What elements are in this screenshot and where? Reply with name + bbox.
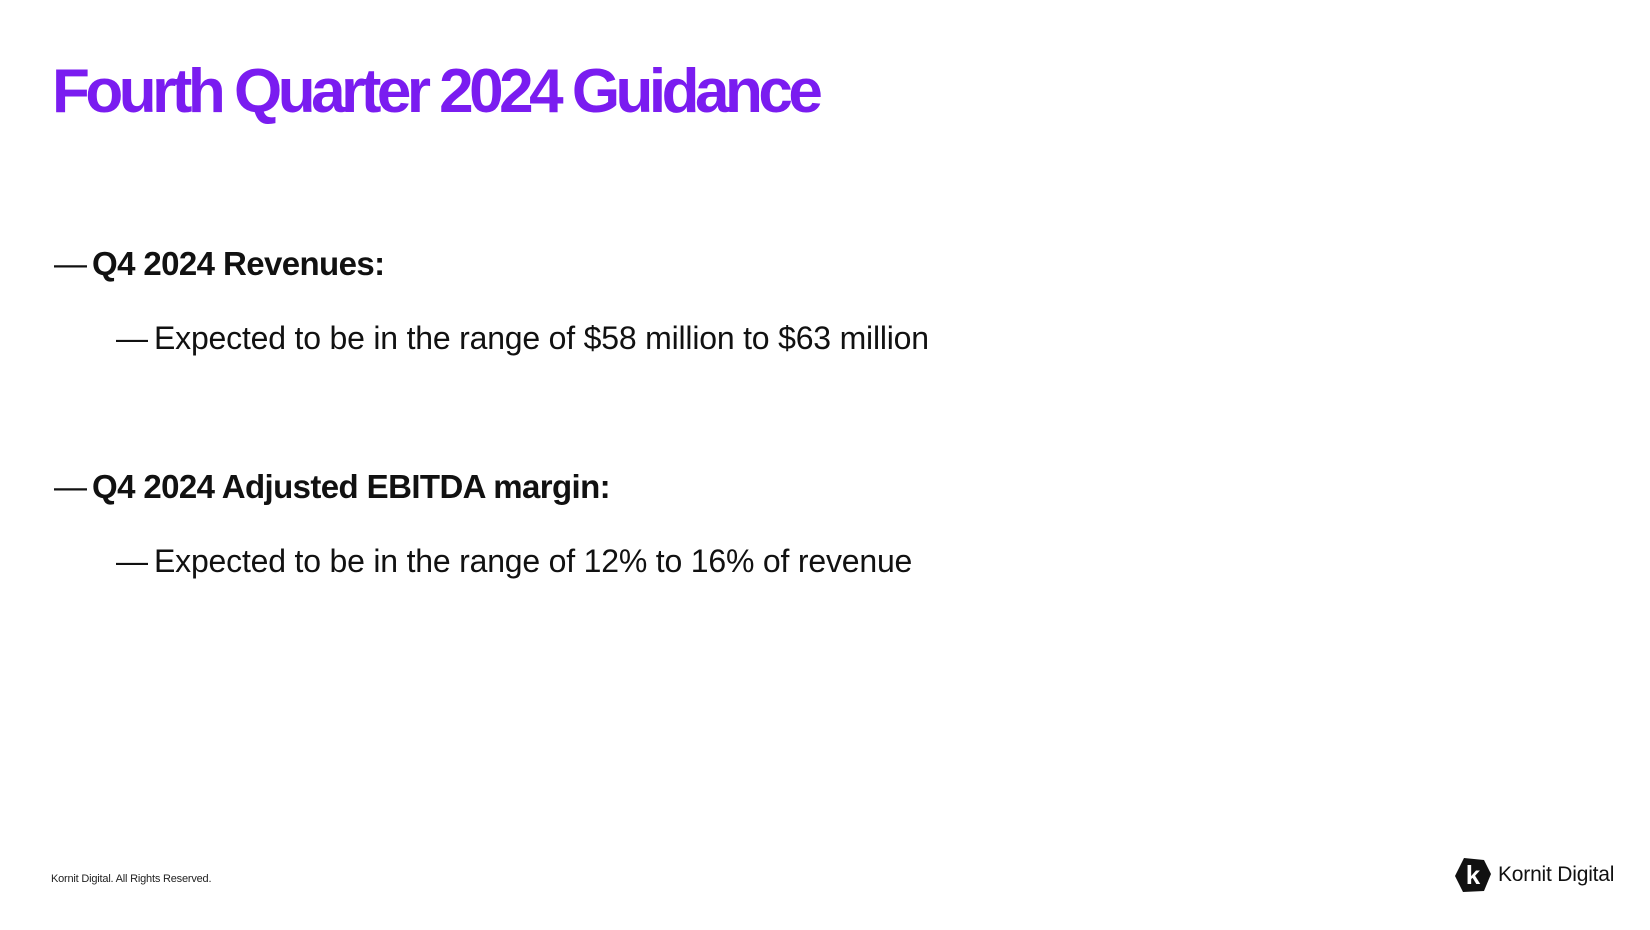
logo-mark: k <box>1465 860 1481 890</box>
logo-wordmark: Kornit Digital <box>1498 863 1615 886</box>
slide-title: Fourth Quarter 2024 Guidance <box>52 57 819 126</box>
dash-marker: — <box>54 245 87 282</box>
dash-marker: — <box>116 320 148 356</box>
footer-copyright: Kornit Digital. All Rights Reserved. <box>51 873 212 885</box>
sub-bullet-revenues <box>116 320 929 357</box>
kornit-logo-icon <box>1454 857 1492 893</box>
dash-marker: — <box>54 468 87 505</box>
sub-bullet-ebitda <box>116 543 912 580</box>
company-logo <box>1454 857 1614 893</box>
bullet-detail: Expected to be in the range of 12% to 16% of revenue <box>154 543 913 579</box>
bullet-heading: Q4 2024 Revenues: <box>92 245 385 282</box>
bullet-detail: Expected to be in the range of $58 million to $63 million <box>154 320 929 356</box>
dash-marker: — <box>116 543 148 579</box>
bullet-heading: Q4 2024 Adjusted EBITDA margin: <box>92 468 611 505</box>
bullet-ebitda <box>54 468 610 506</box>
bullet-revenues <box>54 245 384 283</box>
